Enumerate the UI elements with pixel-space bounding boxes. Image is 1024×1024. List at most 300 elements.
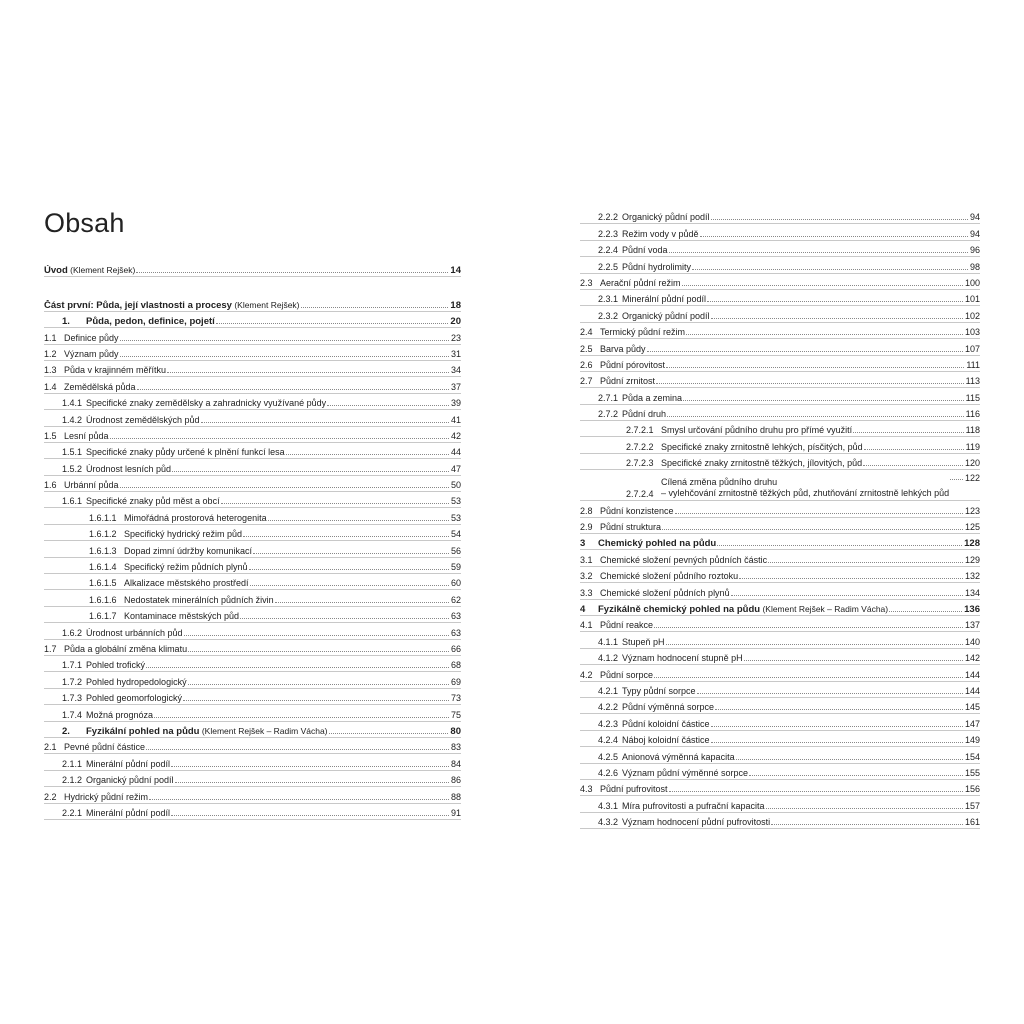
toc-entry-leader <box>771 824 963 825</box>
toc-entry-title-text: Urbánní půda <box>64 480 119 491</box>
toc-entry-title-text: Mimořádná prostorová heterogenita <box>124 512 267 523</box>
toc-entry-title <box>622 817 770 828</box>
toc-entry-title-text: Termický půdní režim <box>600 327 686 338</box>
toc-entry-title-text: Úrodnost urbánních půd <box>86 627 183 638</box>
toc-entry-page-number: 107 <box>964 343 980 354</box>
toc-entry-title <box>600 522 661 533</box>
toc-entry-leader <box>240 618 449 619</box>
toc-entry-number: 1.3 <box>44 365 57 376</box>
toc-entry <box>44 261 461 277</box>
toc-entry <box>580 813 980 829</box>
toc-entry-title-text: Hydrický půdní režim <box>64 791 149 802</box>
toc-entry <box>44 508 461 524</box>
toc-entry-title-text: Význam půdní výměnné sorpce <box>622 767 749 778</box>
toc-entry-page-number: 14 <box>450 265 461 277</box>
toc-entry-number: 4.3 <box>580 784 593 795</box>
toc-entry-page-number: 53 <box>450 512 461 523</box>
toc-entry-title-text: Barva půdy <box>600 343 646 354</box>
toc-entry <box>44 345 461 361</box>
toc-entry-title-text: Půdní sorpce <box>600 669 654 680</box>
toc-entry-title <box>622 409 666 420</box>
toc-entry-title <box>124 595 274 606</box>
toc-entry <box>44 787 461 803</box>
toc-entry-title-text: Organický půdní podíl <box>86 775 174 786</box>
toc-entry-number: 1.7 <box>44 643 57 654</box>
toc-entry-leader <box>675 513 963 514</box>
toc-entry <box>44 312 461 328</box>
toc-entry-leader <box>697 693 963 694</box>
toc-entry <box>580 518 980 534</box>
toc-entry-number: 2.7.2.2 <box>626 441 654 452</box>
toc-entry <box>44 492 461 508</box>
toc-entry-number: 2.2.2 <box>598 212 619 223</box>
toc-entry-page-number: 101 <box>964 294 980 305</box>
toc-entry-leader <box>667 416 964 417</box>
toc-entry-title <box>64 365 166 376</box>
toc-entry-title-text: Specifické znaky půdy určené k plnění funkcí lesa <box>86 447 285 458</box>
toc-entry-title-text: Půdní pufrovitost <box>600 784 668 795</box>
toc-entry-leader <box>711 318 963 319</box>
toc-entry-number: 2.7.2 <box>598 409 619 420</box>
toc-entry-title <box>86 710 153 721</box>
toc-entry-leader <box>120 487 449 488</box>
toc-entry-title <box>622 393 682 404</box>
toc-entry-leader <box>647 351 963 352</box>
toc-entry-page-number: 47 <box>450 463 461 474</box>
toc-entry-page-number: 116 <box>965 409 980 420</box>
toc-entry-page-number: 113 <box>965 376 980 387</box>
toc-entry-leader <box>711 219 968 220</box>
toc-entry-title <box>86 677 187 688</box>
toc-entry-title <box>64 480 119 491</box>
toc-entry-title-text: Kontaminace městských půd <box>124 611 240 622</box>
toc-entry-leader <box>662 529 963 530</box>
toc-entry <box>580 454 980 470</box>
toc-entry-page-number: 145 <box>964 702 980 713</box>
toc-entry-page-number: 75 <box>450 709 461 720</box>
toc-entry-title <box>622 735 710 746</box>
toc-entry-title-text: Půda v krajinném měřítku <box>64 365 167 376</box>
toc-entry-title <box>622 262 691 273</box>
toc-entry-page-number: 129 <box>964 554 980 565</box>
toc-entry-title <box>600 278 681 289</box>
toc-entry-title-text: Půdní koloidní částice <box>622 718 710 729</box>
toc-entry-title-text: Definice půdy <box>64 332 119 343</box>
toc-entry-leader <box>249 569 449 570</box>
toc-entry <box>44 771 461 787</box>
toc-entry-title <box>598 538 716 549</box>
toc-entry-page-number: 63 <box>450 611 461 622</box>
toc-entry-number: 1.1 <box>44 332 57 343</box>
toc-entry-number: 4.1 <box>580 620 593 631</box>
toc-entry-leader <box>243 536 449 537</box>
toc-entry-leader <box>184 635 449 636</box>
toc-entry-title-text: Půdní zrnitost <box>600 376 656 387</box>
toc-entry <box>44 541 461 557</box>
toc-entry-number: 2.1 <box>44 742 57 753</box>
toc-entry-leader <box>656 383 964 384</box>
toc-entry <box>580 224 980 240</box>
toc-entry-title-text: Část první: Půda, její vlastnosti a procesy <box>44 299 232 311</box>
toc-entry-number: 1.6.1.7 <box>89 611 117 622</box>
toc-entry-number: 1.6.1.3 <box>89 545 117 556</box>
toc-entry-title <box>661 442 863 453</box>
toc-entry-title <box>600 784 668 795</box>
toc-entry-title-text: Cílená změna půdního druhu <box>661 477 778 488</box>
toc-entry-leader <box>136 272 448 273</box>
toc-entry <box>580 339 980 355</box>
toc-entry-title <box>64 792 148 803</box>
toc-entry-number: 1.7.2 <box>62 676 83 687</box>
toc-entry-number: 1.5 <box>44 430 57 441</box>
toc-entry-page-number: 147 <box>964 718 980 729</box>
toc-entry-title-text: Půdní výměnná sorpce <box>622 702 715 713</box>
toc-entry-leader <box>221 503 449 504</box>
toc-entry-page-number: 100 <box>964 277 980 288</box>
toc-entry-number: 1.4.2 <box>62 414 83 425</box>
toc-entry-page-number: 157 <box>964 800 980 811</box>
toc-entry-number: 4.2.4 <box>598 735 619 746</box>
toc-entry-number: 1.6.1.6 <box>89 594 117 605</box>
toc-entry-leader <box>669 791 963 792</box>
toc-entry <box>580 649 980 665</box>
toc-entry-page-number: 144 <box>964 685 980 696</box>
toc-entry-leader <box>171 766 449 767</box>
toc-entry-leader <box>686 334 963 335</box>
toc-entry-title-text: Půdní pórovitost <box>600 359 666 370</box>
toc-entry-number: 4.2.3 <box>598 718 619 729</box>
toc-entry-number: 1.6.1 <box>62 496 83 507</box>
toc-entry <box>580 290 980 306</box>
toc-entry-leader <box>682 285 963 286</box>
toc-entry-leader <box>768 562 963 563</box>
toc-entry-number: 1.6 <box>44 480 57 491</box>
toc-entry <box>44 459 461 475</box>
toc-entry <box>580 501 980 517</box>
toc-entry-title <box>600 376 655 387</box>
toc-entry-title <box>661 425 852 436</box>
toc-entry-title <box>600 344 646 355</box>
toc-entry-title <box>622 801 765 812</box>
toc-entry <box>580 682 980 698</box>
toc-entry <box>44 525 461 541</box>
toc-entry <box>580 583 980 599</box>
toc-entry <box>44 590 461 606</box>
toc-entry-title <box>600 620 653 631</box>
toc-entry-leader <box>146 667 449 668</box>
toc-entry-page-number: 41 <box>450 414 461 425</box>
toc-entry-number: 2.8 <box>580 505 593 516</box>
toc-entry <box>44 804 461 820</box>
toc-entry-title-text: Úrodnost lesních půd <box>86 463 172 474</box>
toc-entry-leader <box>707 301 963 302</box>
toc-entry-leader <box>736 759 963 760</box>
toc-entry-title-text: Pevné půdní částice <box>64 742 146 753</box>
toc-entry-title-text: Fyzikálně chemický pohled na půdu <box>598 603 761 615</box>
toc-entry-number: 1.2 <box>44 348 57 359</box>
toc-entry-leader <box>739 578 963 579</box>
toc-entry-title-text: Pohled geomorfologický <box>86 693 183 704</box>
toc-entry-leader <box>950 479 963 480</box>
toc-entry-page-number: 84 <box>450 758 461 769</box>
toc-entry-page-number: 154 <box>964 751 980 762</box>
toc-entry-title <box>661 458 862 469</box>
toc-entry-number: 1.6.2 <box>62 627 83 638</box>
toc-entry-page-number: 68 <box>450 660 461 671</box>
toc-entry-leader <box>717 545 962 546</box>
toc-entry-page-number: 155 <box>964 767 980 778</box>
toc-entry-page-number: 137 <box>964 620 980 631</box>
toc-entry-title <box>86 464 171 475</box>
toc-entry-title <box>600 360 665 371</box>
toc-entry <box>580 731 980 747</box>
toc-entry-page-number: 63 <box>450 627 461 638</box>
toc-entry-title-text: Minerální půdní podíl <box>86 807 171 818</box>
toc-entry-page-number: 122 <box>964 473 980 484</box>
toc-entry-page-number: 62 <box>450 594 461 605</box>
toc-entry-page-number: 73 <box>450 693 461 704</box>
toc-entry-author: (Klement Rejšek – Radim Vácha) <box>199 725 328 736</box>
toc-entry <box>580 356 980 372</box>
toc-entry-leader <box>711 726 963 727</box>
toc-entry-title-text: Význam hodnocení půdní pufrovitosti <box>622 817 771 828</box>
toc-entry-leader <box>711 742 963 743</box>
toc-entry <box>580 241 980 257</box>
toc-entry-title <box>86 316 215 327</box>
toc-entry-page-number: 42 <box>450 430 461 441</box>
toc-entry-page-number: 119 <box>965 441 980 452</box>
toc-entry <box>44 607 461 623</box>
toc-entry-title-text: Půdní reakce <box>600 620 654 631</box>
toc-entry-title <box>600 327 685 338</box>
toc-entry-leader <box>183 700 449 701</box>
toc-entry-number: 1.5.1 <box>62 447 83 458</box>
toc-entry <box>580 421 980 437</box>
toc-entry-title <box>622 212 710 223</box>
toc-entry <box>44 705 461 721</box>
toc-entry-page-number: 39 <box>450 398 461 409</box>
toc-entry-title <box>64 382 136 393</box>
toc-entry-number: 2.1.1 <box>62 758 83 769</box>
toc-entry-leader <box>692 269 968 270</box>
toc-entry-page-number: 140 <box>964 636 980 647</box>
toc-entry-leader <box>268 520 449 521</box>
toc-entry-page-number: 118 <box>965 425 980 436</box>
toc-entry <box>44 295 461 311</box>
toc-entry-title <box>86 759 170 770</box>
toc-entry <box>580 665 980 681</box>
toc-entry <box>580 534 980 550</box>
toc-entry <box>580 306 980 322</box>
toc-entry-title-text: Půda a zemina <box>622 392 683 403</box>
toc-entry-leader <box>216 323 449 324</box>
toc-entry <box>580 274 980 290</box>
toc-entry-number: 1. <box>62 316 70 328</box>
toc-entry-leader <box>110 438 449 439</box>
toc-entry <box>44 672 461 688</box>
toc-entry-title <box>600 506 674 517</box>
toc-entry-title <box>64 349 119 360</box>
toc-entry-title-text: Půdní druh <box>622 409 667 420</box>
toc-entry-title <box>124 529 242 540</box>
toc-entry-number: 1.4 <box>44 381 57 392</box>
toc-entry <box>580 405 980 421</box>
toc-entry-leader <box>654 627 963 628</box>
page-title: Obsah <box>44 208 125 238</box>
toc-entry-page-number: 20 <box>450 316 461 328</box>
toc-entry-page-number: 83 <box>450 742 461 753</box>
toc-entry-page-number: 44 <box>450 447 461 458</box>
toc-entry-title-text: Minerální půdní podíl <box>622 294 707 305</box>
toc-entry-number: 2.3 <box>580 277 593 288</box>
toc-entry-title <box>86 496 220 507</box>
toc-entry-page-number: 50 <box>450 480 461 491</box>
toc-entry <box>44 640 461 656</box>
toc-entry-leader <box>669 252 968 253</box>
toc-entry <box>580 388 980 404</box>
toc-entry-leader <box>146 749 449 750</box>
toc-entry-title-text: Organický půdní podíl <box>622 212 710 223</box>
toc-entry-leader <box>286 454 449 455</box>
toc-entry-leader <box>683 400 964 401</box>
toc-entry <box>44 427 461 443</box>
toc-entry-title-text: Zemědělská půda <box>64 381 136 392</box>
toc-entry-title-text: Specifické znaky zrnitostně lehkých, písčitých, půd <box>661 441 863 452</box>
toc-entry-author: (Klement Rejšek) <box>67 265 136 276</box>
toc-entry-number: 3.2 <box>580 571 593 582</box>
toc-entry-number: 4.3.2 <box>598 817 619 828</box>
toc-entry-title-text: Specifický hydrický režim půd <box>124 529 243 540</box>
toc-entry-leader <box>301 307 449 308</box>
toc-entry-page-number: 103 <box>964 327 980 338</box>
toc-entry-title <box>86 808 170 819</box>
toc-entry-page-number: 98 <box>969 261 980 272</box>
toc-entry <box>580 796 980 812</box>
toc-entry-leader <box>864 449 964 450</box>
toc-entry-number: 2.2 <box>44 791 57 802</box>
toc-entry <box>580 470 980 501</box>
toc-entry <box>44 394 461 410</box>
toc-entry-title-text: Pohled trofický <box>86 660 146 671</box>
toc-entry <box>44 558 461 574</box>
toc-entry-title-text: Chemické složení pevných půdních částic <box>600 554 768 565</box>
toc-entry-number: 2.2.4 <box>598 245 619 256</box>
toc-entry <box>44 689 461 705</box>
toc-entry-leader <box>120 340 449 341</box>
toc-entry-number: 1.7.3 <box>62 693 83 704</box>
toc-entry-page-number: 102 <box>964 310 980 321</box>
toc-entry <box>580 780 980 796</box>
toc-entry-title <box>622 637 665 648</box>
toc-entry-page-number: 149 <box>964 735 980 746</box>
toc-entry-title <box>124 562 248 573</box>
toc-entry-leader <box>889 611 962 612</box>
toc-entry-title-text: Nedostatek minerálních půdních živin <box>124 594 274 605</box>
toc-entry-number: 2.1.2 <box>62 775 83 786</box>
toc-entry <box>580 550 980 566</box>
toc-entry-number: 3 <box>580 538 586 550</box>
toc-entry-number: 2.4 <box>580 327 593 338</box>
toc-entry-number: 2.3.2 <box>598 310 619 321</box>
toc-entry-title <box>622 752 735 763</box>
toc-entry <box>580 372 980 388</box>
toc-entry-page-number: 125 <box>964 522 980 533</box>
toc-entry <box>580 600 980 616</box>
toc-entry-title-text: Specifické znaky půd měst a obcí <box>86 496 220 507</box>
toc-entry-page-number: 120 <box>964 458 980 469</box>
toc-entry-title-text: Specifické znaky zemědělsky a zahradnicky využívané půdy <box>86 398 327 409</box>
toc-entry-page-number: 111 <box>966 359 980 370</box>
toc-entry-title <box>64 333 119 344</box>
toc-entry-page-number: 142 <box>964 653 980 664</box>
toc-entry-number: 2.7.1 <box>598 392 619 403</box>
toc-entry-title <box>600 571 738 582</box>
toc-entry-title <box>86 628 183 639</box>
toc-entry-leader <box>327 405 449 406</box>
toc-entry-title-text: Alkalizace městského prostředí <box>124 578 249 589</box>
toc-entry-page-number: 94 <box>969 212 980 223</box>
toc-entry-title-text: Půda a globální změna klimatu <box>64 643 188 654</box>
toc-entry-title-text: Lesní půda <box>64 430 109 441</box>
toc-entry-title-text: Chemické složení půdních plynů <box>600 587 730 598</box>
toc-entry-leader <box>766 808 963 809</box>
toc-entry-page-number: 53 <box>450 496 461 507</box>
toc-entry-leader <box>275 602 449 603</box>
toc-entry-leader <box>120 356 449 357</box>
toc-entry-title <box>622 686 696 697</box>
toc-entry-number: 1.6.1.5 <box>89 578 117 589</box>
toc-left <box>44 261 461 820</box>
toc-entry <box>580 764 980 780</box>
toc-entry-title-text: Smysl určování půdního druhu pro přímé využití <box>661 425 853 436</box>
toc-entry-leader <box>329 733 449 734</box>
toc-entry-leader <box>250 585 449 586</box>
toc-entry-page-number: 18 <box>450 299 461 311</box>
toc-entry-number: 2. <box>62 725 70 737</box>
toc-entry <box>580 698 980 714</box>
toc-entry <box>44 443 461 459</box>
toc-entry-number: 4.1.2 <box>598 653 619 664</box>
toc-entry-title <box>64 644 187 655</box>
toc-entry-title-text: Pohled hydropedologický <box>86 676 187 687</box>
toc-entry-title-text: Specifický režim půdních plynů <box>124 562 248 573</box>
toc-entry-title-text: Dopad zimní údržby komunikací <box>124 545 253 556</box>
toc-entry-title-text: Úvod <box>44 265 68 277</box>
toc-entry-number: 1.4.1 <box>62 398 83 409</box>
toc-entry-number: 1.6.1.2 <box>89 529 117 540</box>
toc-entry-number: 2.7 <box>580 376 593 387</box>
toc-entry-title-text: Míra pufrovitosti a pufrační kapacita <box>622 800 765 811</box>
toc-entry-title <box>86 447 285 458</box>
toc-entry-title <box>622 294 706 305</box>
toc-entry-number: 1.5.2 <box>62 463 83 474</box>
toc-entry-title-text: Stupeň pH <box>622 636 665 647</box>
toc-entry-number: 4.2.2 <box>598 702 619 713</box>
toc-entry-page-number: 23 <box>450 332 461 343</box>
toc-entry-number: 4.3.1 <box>598 800 619 811</box>
toc-entry-title <box>86 775 174 786</box>
toc-entry-title <box>600 670 653 681</box>
toc-entry-page-number: 134 <box>964 587 980 598</box>
toc-entry-leader <box>201 422 449 423</box>
toc-entry-leader <box>731 595 963 596</box>
toc-entry-leader <box>853 432 964 433</box>
toc-entry-number: 2.7.2.4 <box>626 489 654 500</box>
toc-entry <box>44 328 461 344</box>
toc-entry <box>580 632 980 648</box>
toc-entry-author: (Klement Rejšek – Radim Vácha) <box>760 603 889 614</box>
toc-entry-title <box>124 546 252 557</box>
